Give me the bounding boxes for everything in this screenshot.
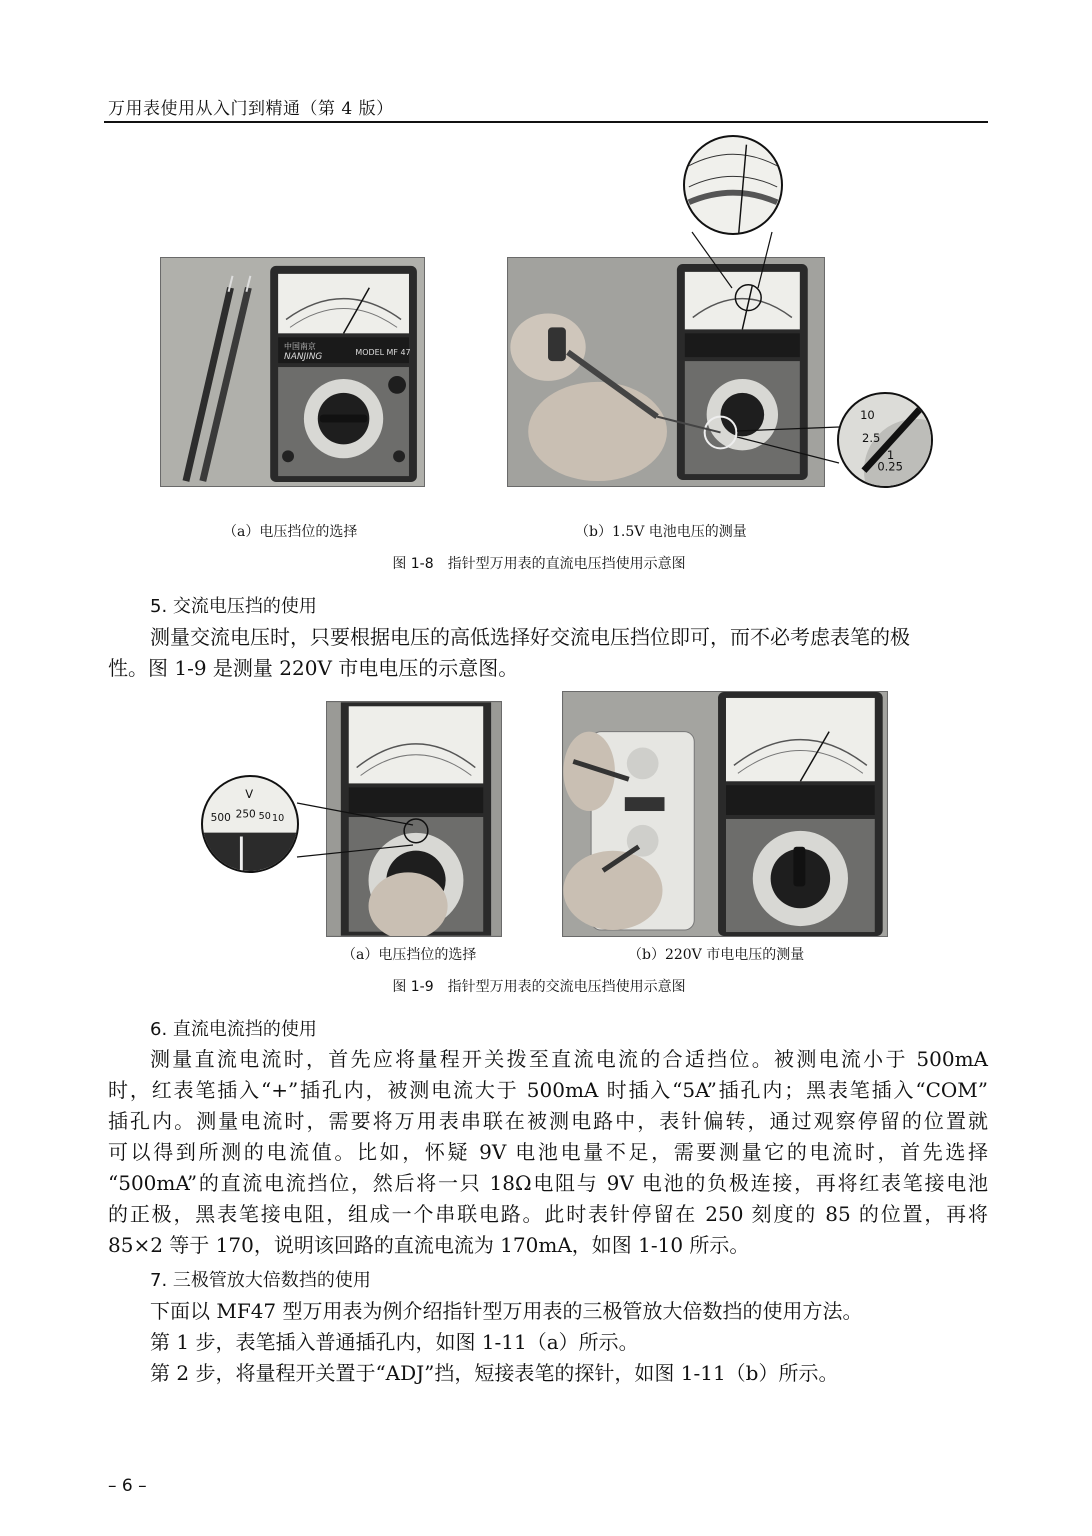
section-7-heading: 7. 三极管放大倍数挡的使用 [150, 1270, 371, 1291]
page-number: – 6 – [108, 1476, 147, 1496]
zoom-ac-leader-lines [295, 795, 415, 865]
section-6-heading: 6. 直流电流挡的使用 [150, 1019, 317, 1040]
figure-1-8-label: 图 1-8 [392, 556, 434, 572]
section-7-line-1: 下面以 MF47 型万用表为例介绍指针型万用表的三极管放大倍数挡的使用方法。 [150, 1299, 863, 1323]
section-7-line-2: 第 1 步，表笔插入普通插孔内，如图 1-11（a）所示。 [150, 1330, 639, 1354]
section-6-line-3: 插孔内。测量电流时，需要将万用表串联在被测电路中，表针偏转，通过观察停留的位置就 [108, 1109, 988, 1133]
ac-scale-50: 50 [258, 811, 271, 823]
figure-1-9b-subcaption: （b）220V 市电电压的测量 [628, 947, 805, 963]
figure-1-9a-subcaption: （a）电压挡位的选择 [342, 947, 477, 963]
meter-model-text: MODEL MF 47 [355, 348, 411, 358]
figure-1-9-caption-text: 指针型万用表的交流电压挡使用示意图 [447, 979, 686, 995]
dial-mark-10: 10 [860, 407, 875, 422]
zoom-dial-callout [837, 392, 933, 488]
dial-mark-2-5: 2.5 [862, 430, 881, 445]
figure-1-9-caption [0, 976, 1092, 996]
figure-1-8-caption [0, 553, 1092, 573]
section-6-line-5: “500mA”的直流电流挡位，然后将一只 18Ω电阻与 9V 电池的负极连接，再将红表笔接电池 [108, 1171, 988, 1195]
zoom-dial-leader-lines [735, 425, 840, 465]
figure-1-8a-photo [160, 257, 425, 487]
figure-1-8b-subcaption: （b）1.5V 电池电压的测量 [575, 524, 747, 540]
dial-mark-1: 1 [886, 448, 895, 463]
figure-1-8a-subcaption: （a）电压挡位的选择 [223, 524, 358, 540]
scale-zoom-drawing [685, 137, 781, 233]
meter-brand-text: NANJING [284, 352, 323, 363]
section-6-line-6: 的正极，黑表笔接电阻，组成一个串联电路。此时表针停留在 250 刻度的 85 的位置，再将 [108, 1202, 988, 1226]
section-7-line-3: 第 2 步，将量程开关置于“ADJ”挡，短接表笔的探针，如图 1-11（b）所示。 [150, 1361, 839, 1385]
dial-zoom-drawing [839, 394, 931, 486]
mains-voltage-illustration [563, 692, 887, 936]
zoom-scale-callout [683, 135, 783, 235]
figure-1-9b-photo [562, 691, 888, 937]
section-5-heading: 5. 交流电压挡的使用 [150, 596, 317, 617]
ac-scale-unit-v: V [245, 787, 254, 802]
ac-scale-10: 10 [272, 813, 285, 825]
figure-1-9-label: 图 1-9 [392, 979, 434, 995]
ac-scale-zoom-drawing [203, 777, 297, 871]
ac-scale-250: 250 [235, 808, 256, 821]
dial-mark-0-25: 0.25 [877, 459, 903, 474]
figure-1-8-caption-text: 指针型万用表的直流电压挡使用示意图 [447, 556, 686, 572]
section-5-line-1: 测量交流电压时，只要根据电压的高低选择好交流电压挡位即可，而不必考虑表笔的极 [150, 625, 910, 649]
section-6-line-7: 85×2 等于 170，说明该回路的直流电流为 170mA，如图 1-10 所示。 [108, 1233, 750, 1257]
header-rule [104, 121, 988, 123]
ac-scale-500: 500 [210, 812, 231, 825]
section-6-line-4: 可以得到所测的电流值。比如，怀疑 9V 电池电量不足，需要测量它的电流时，首先选择 [108, 1140, 988, 1164]
meter-cn-text: 中国南京 [284, 342, 316, 352]
multimeter-illustration [161, 258, 424, 486]
section-6-line-1: 测量直流电流时，首先应将量程开关拨至直流电流的合适挡位。被测电流小于 500mA [150, 1047, 988, 1071]
section-5-line-2: 性。图 1-9 是测量 220V 市电电压的示意图。 [108, 656, 519, 680]
zoom-ac-scale-callout [201, 775, 299, 873]
running-header: 万用表使用从入门到精通（第 4 版） [108, 99, 394, 119]
zoom-scale-leader-lines [680, 230, 780, 290]
section-6-line-2: 时，红表笔插入“+”插孔内，被测电流大于 500mA 时插入“5A”插孔内；黑表笔插入“COM” [108, 1078, 988, 1102]
